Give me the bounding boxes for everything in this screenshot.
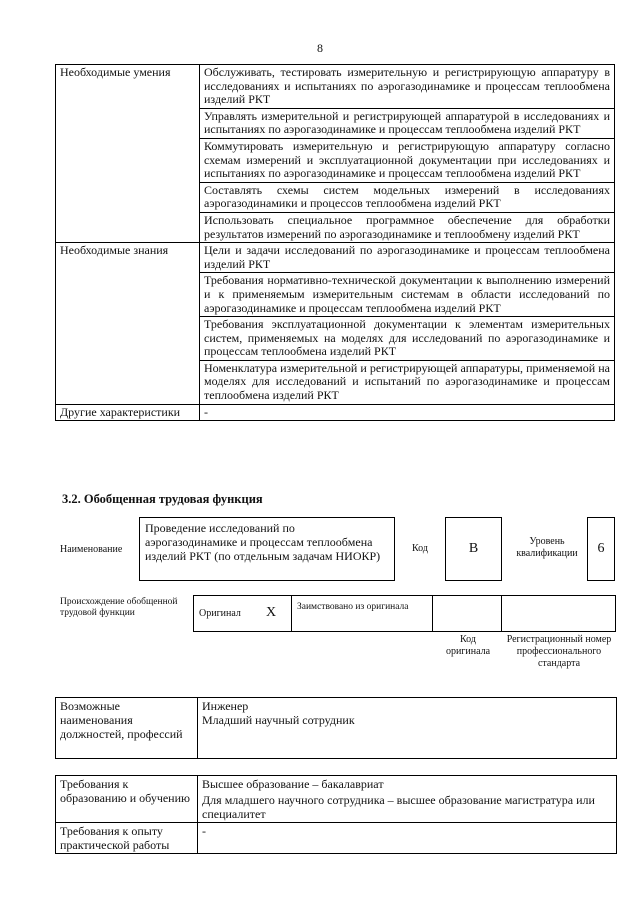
origin-label: Происхождение обобщенной трудовой функции (60, 597, 178, 618)
reg-number-label: Регистрационный номер профессионального стандарта (506, 634, 612, 669)
code-value: B (468, 541, 479, 556)
knowledge-item: Требования нормативно-технической документации к выполнению измерений и к применяемым измерительным системам в области исследований по аэрогазодинамике и процессам теплообмена изделий РКТ (200, 273, 615, 317)
origin-divider (501, 595, 502, 632)
borrowed-label: Заимствовано из оригинала (297, 602, 409, 612)
experience-value: - (198, 823, 617, 854)
position-item: Младший научный сотрудник (202, 713, 355, 727)
origin-divider (291, 595, 292, 632)
requirements-table (55, 775, 617, 854)
skill-item: Использовать специальное программное обеспечение для обработки результатов измерений по аэрогазодинамике и теплообмену изделий РКТ (200, 212, 615, 242)
table-row (56, 404, 615, 421)
table-row (56, 823, 617, 854)
origin-divider (432, 595, 433, 632)
code-original-label: Код оригинала (445, 634, 491, 657)
original-mark: X (266, 605, 277, 620)
section-title: 3.2. Обобщенная трудовая функция (62, 492, 263, 506)
level-box (587, 517, 615, 581)
origin-box (193, 595, 616, 632)
code-box (445, 517, 502, 581)
level-label: Уровень квалификации (516, 536, 578, 559)
positions-table (55, 697, 617, 759)
code-label: Код (412, 543, 428, 554)
table-row (56, 243, 615, 273)
name-value: Проведение исследований по аэрогазодинамике и процессам теплообмена изделий РКТ (по отдельным задачам НИОКР) (145, 521, 381, 563)
knowledge-item: Требования эксплуатационной документации к элементам измерительных систем, применяемых на моделях для исследований по аэрогазодинамике и процессам теплообмена изделий РКТ (200, 317, 615, 361)
education-item: Высшее образование – бакалавриат (198, 776, 617, 793)
table-row (56, 65, 615, 109)
skills-knowledge-table (55, 64, 615, 421)
positions-label: Возможные наименования должностей, профессий (56, 698, 198, 759)
position-item: Инженер (202, 699, 249, 713)
experience-label: Требования к опыту практической работы (56, 823, 198, 854)
row-label-knowledge: Необходимые знания (56, 243, 200, 405)
education-item: Для младшего научного сотрудника – высшее образование магистратура или специалитет (198, 792, 617, 823)
education-label: Требования к образованию и обучению (56, 776, 198, 823)
original-label: Оригинал (199, 608, 241, 619)
skill-item: Составлять схемы систем модельных измерений в исследованиях аэрогазодинамики и процессов теплообмена изделий РКТ (200, 182, 615, 212)
level-value: 6 (597, 541, 605, 556)
row-label-skills: Необходимые умения (56, 65, 200, 243)
name-box (139, 517, 395, 581)
name-label: Наименование (60, 544, 123, 555)
other-value: - (200, 404, 615, 421)
knowledge-item: Цели и задачи исследований по аэрогазодинамике и процессам теплообмена изделий РКТ (200, 243, 615, 273)
knowledge-item: Номенклатура измерительной и регистрирующей аппаратуры, применяемой на моделях для исследований и испытаний по аэрогазодинамике и процессам теплообмена изделий РКТ (200, 360, 615, 404)
skill-item: Обслуживать, тестировать измерительную и регистрирующую аппаратуру в исследованиях и испытаниях по аэрогазодинамике и процессам теплообмена изделий РКТ (200, 65, 615, 109)
page-number: 8 (317, 41, 323, 55)
positions-values (198, 698, 617, 759)
skill-item: Коммутировать измерительную и регистрирующую аппаратуру согласно схемам измерений и эксплуатационной документации при исследованиях и испытаниях по аэрогазодинамике и процессам теплообмена изделий РКТ (200, 138, 615, 182)
table-row (56, 776, 617, 793)
table-row (56, 698, 617, 759)
row-label-other: Другие характеристики (56, 404, 200, 421)
skill-item: Управлять измерительной и регистрирующей аппаратурой в исследованиях и испытаниях по аэрогазодинамике и процессам теплообмена изделий РКТ (200, 108, 615, 138)
